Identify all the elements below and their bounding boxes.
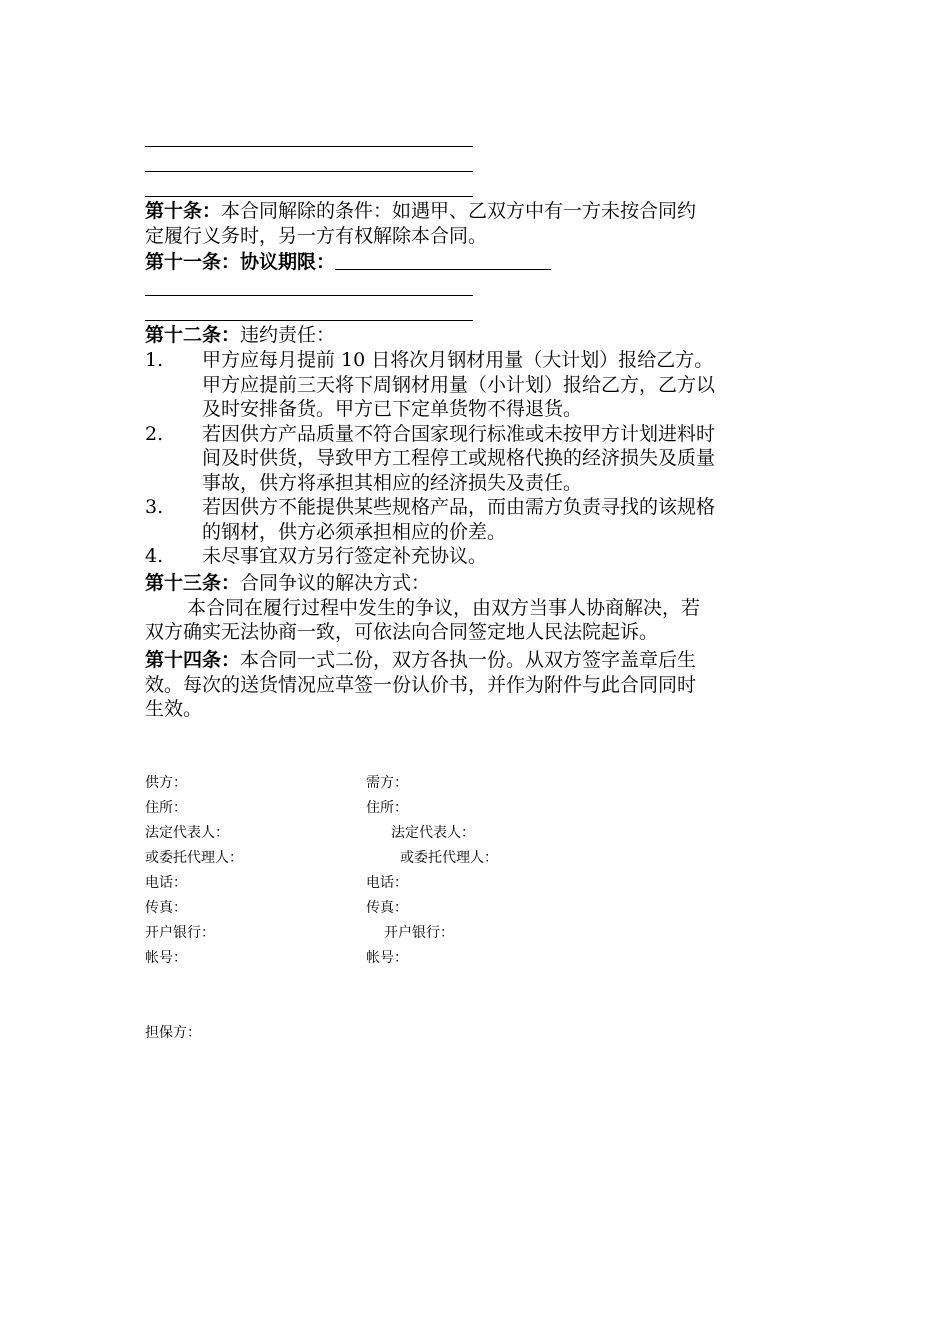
article-12-title xyxy=(145,323,810,348)
list-item-number: 4. xyxy=(145,545,164,567)
buyer-fax: 传真： xyxy=(366,900,408,916)
guarantor-label: 担保方： xyxy=(145,1025,201,1041)
blank-line xyxy=(145,320,473,321)
list-item xyxy=(145,544,810,569)
list-item-number: 2. xyxy=(145,422,164,445)
article-12-label: 违约责任： xyxy=(240,324,336,346)
term-blank-line xyxy=(335,251,551,270)
supplier-address: 住所： xyxy=(145,800,187,816)
blank-line xyxy=(145,146,473,147)
article-13-text-cont: 双方确实无法协商一致，可依法向合同签定地人民法院起诉。 xyxy=(145,621,659,643)
article-13-text: 本合同在履行过程中发生的争议，由双方当事人协商解决，若 xyxy=(187,596,701,619)
supplier-agent: 或委托代理人： xyxy=(145,850,243,866)
blank-line xyxy=(145,171,473,172)
buyer-bank: 开户银行： xyxy=(384,925,454,941)
article-10-text-cont: 定履行义务时，另一方有权解除本合同。 xyxy=(145,224,488,247)
article-14-text: 本合同一式二份，双方各执一份。从双方签字盖章后生 xyxy=(240,649,697,671)
list-item-text: 的钢材，供方必须承担相应的价差。 xyxy=(202,520,507,543)
list-item-text: 若因供方产品质量不符合国家现行标准或未按甲方计划进料时 xyxy=(202,422,716,445)
article-11 xyxy=(145,250,810,275)
article-13-label: 合同争议的解决方式： xyxy=(240,572,431,594)
buyer-agent: 或委托代理人： xyxy=(400,850,498,866)
supplier-fax: 传真： xyxy=(145,900,187,916)
blank-line xyxy=(145,295,473,296)
buyer-account: 帐号： xyxy=(366,950,408,966)
list-item-number: 1. xyxy=(145,349,164,371)
list-item-text: 未尽事宜双方另行签定补充协议。 xyxy=(202,545,488,567)
list-item-number: 3. xyxy=(145,496,164,518)
supplier-bank: 开户银行： xyxy=(145,925,215,941)
article-12-heading: 第十二条： xyxy=(145,324,241,346)
buyer-address: 住所： xyxy=(366,800,408,816)
supplier-account: 帐号： xyxy=(145,950,187,966)
article-14-text-end: 生效。 xyxy=(145,698,203,720)
supplier-label: 供方： xyxy=(145,775,187,791)
list-item-text: 甲方应提前三天将下周钢材用量（小计划）报给乙方，乙方以 xyxy=(202,373,716,396)
buyer-legal-rep: 法定代表人： xyxy=(391,825,475,841)
article-10-heading: 第十条： xyxy=(145,200,222,222)
blank-line xyxy=(145,196,473,197)
supplier-legal-rep: 法定代表人： xyxy=(145,825,229,841)
liability-list xyxy=(145,348,810,569)
article-11-heading: 第十一条：协议期限： xyxy=(145,251,336,273)
buyer-phone: 电话： xyxy=(366,875,408,891)
list-item-text: 及时安排备货。甲方已下定单货物不得退货。 xyxy=(202,398,583,420)
buyer-label: 需方： xyxy=(366,775,408,791)
article-14-text-cont: 效。每次的送货情况应草签一份认价书，并作为附件与此合同同时 xyxy=(145,673,697,696)
list-item-text: 间及时供货，导致甲方工程停工或规格代换的经济损失及质量 xyxy=(202,447,716,469)
article-10 xyxy=(145,199,810,248)
list-item xyxy=(145,348,810,422)
article-14-heading: 第十四条： xyxy=(145,649,241,671)
article-10-text: 本合同解除的条件：如遇甲、乙双方中有一方未按合同约 xyxy=(221,200,697,222)
article-13-heading: 第十三条： xyxy=(145,572,241,594)
list-item xyxy=(145,495,810,544)
list-item-text: 事故，供方将承担其相应的经济损失及责任。 xyxy=(202,471,583,494)
list-item-text: 甲方应每月提前 10 日将次月钢材用量（大计划）报给乙方。 xyxy=(202,349,714,371)
article-14 xyxy=(145,648,810,722)
supplier-phone: 电话： xyxy=(145,875,187,891)
list-item xyxy=(145,422,810,496)
list-item-text: 若因供方不能提供某些规格产品，而由需方负责寻找的该规格 xyxy=(202,496,716,518)
article-13 xyxy=(145,571,810,645)
